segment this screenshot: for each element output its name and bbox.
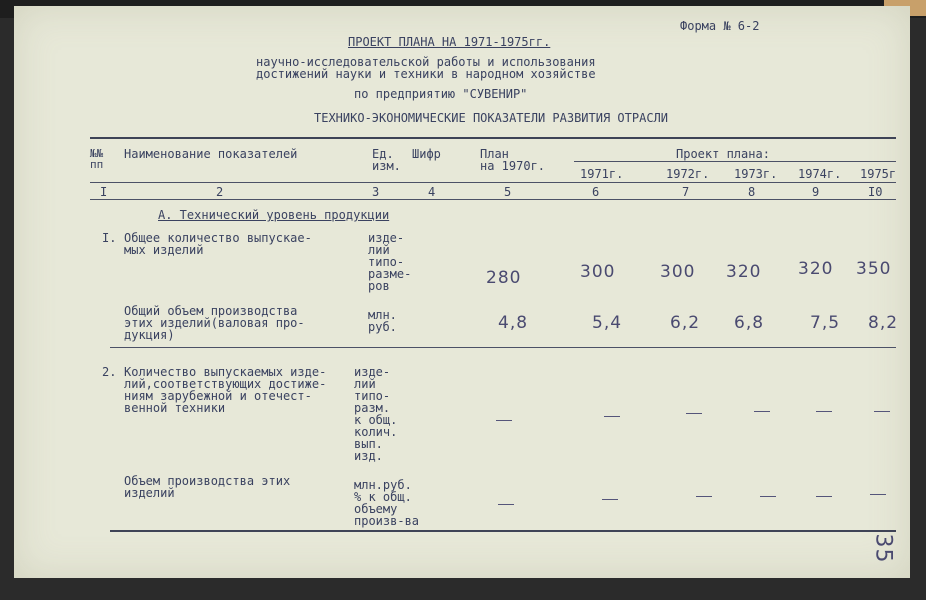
row2b-1974-dash — [816, 496, 832, 497]
header-name: Наименование показателей — [124, 147, 298, 161]
row1b-1971: 5,4 — [592, 313, 623, 333]
row2-name: Количество выпускаемых изде- лий,соответствующих достиже- ниям зарубежной и отечест- венной техники — [124, 365, 327, 415]
row2-1972-dash — [686, 413, 702, 414]
row1b-1973: 6,8 — [734, 313, 765, 333]
margin-mark: 35 — [870, 533, 896, 564]
header-year-1974: 1974г. — [798, 167, 842, 181]
row2b-unit: млн.руб. % к общ. объему произв-ва — [354, 478, 420, 528]
col-num-6: 6 — [592, 185, 600, 199]
row2b-name: Объем производства этих изделий — [124, 474, 291, 500]
header-plan-1970: План на 1970г. — [480, 147, 546, 173]
header-bottom-rule — [90, 182, 896, 183]
row1b-1972: 6,2 — [670, 313, 701, 333]
row1-1975: 350 — [856, 259, 892, 279]
row2-unit: изде- лий типо- разм. к общ. колич. вып. изд. — [354, 365, 398, 463]
row2b-plan-1970-dash — [498, 504, 514, 505]
row1-1973: 320 — [726, 262, 762, 282]
col-num-1: I — [100, 185, 108, 199]
row1-1972: 300 — [660, 262, 696, 282]
row1-plan-1970: 280 — [486, 268, 522, 288]
table-bottom-rule — [110, 530, 896, 532]
section-heading: ТЕХНИКО-ЭКОНОМИЧЕСКИЕ ПОКАЗАТЕЛИ РАЗВИТИЯ ОТРАСЛИ — [314, 111, 669, 125]
row1b-1975: 8,2 — [868, 313, 899, 333]
enterprise-line: по предприятию "СУВЕНИР" — [354, 87, 528, 101]
row2-1971-dash — [604, 416, 620, 417]
row2b-1971-dash — [602, 499, 618, 500]
row1b-plan-1970: 4,8 — [498, 313, 529, 333]
header-project: Проект плана: — [676, 147, 770, 161]
col-num-4: 4 — [428, 185, 436, 199]
row1b-1974: 7,5 — [810, 313, 841, 333]
header-year-1975: 1975г — [860, 167, 897, 181]
row2-1974-dash — [816, 411, 832, 412]
document-page — [14, 6, 910, 578]
header-project-rule — [574, 161, 896, 162]
header-year-1971: 1971г. — [580, 167, 624, 181]
row2b-1972-dash — [696, 496, 712, 497]
table-top-rule — [90, 137, 896, 139]
row1b-name: Общий объем производства этих изделий(валовая про- дукция) — [124, 304, 305, 342]
col-num-10: I0 — [868, 185, 883, 199]
row2-num: 2. — [102, 365, 117, 379]
header-code: Шифр — [412, 147, 441, 161]
col-num-2: 2 — [216, 185, 224, 199]
subtitle-line-2: достижений науки и техники в народном хозяйстве — [256, 67, 596, 81]
row1-name: Общее количество выпускае- мых изделий — [124, 231, 312, 257]
col-num-7: 7 — [682, 185, 690, 199]
form-label: Форма № 6-2 — [680, 19, 760, 33]
row1-1974: 320 — [798, 259, 834, 279]
col-num-3: 3 — [372, 185, 380, 199]
row1-unit: изде- лий типо- разме- ров — [368, 231, 412, 293]
document-title: ПРОЕКТ ПЛАНА НА 1971-1975гг. — [348, 35, 551, 49]
row1-1971: 300 — [580, 262, 616, 282]
col-num-5: 5 — [504, 185, 512, 199]
col-num-9: 9 — [812, 185, 820, 199]
subtitle-line-1: научно-исследовательской работы и использования — [256, 55, 596, 69]
col-num-8: 8 — [748, 185, 756, 199]
header-num: №№ пп — [90, 147, 104, 171]
row2b-1975-dash — [870, 494, 886, 495]
row2-1973-dash — [754, 411, 770, 412]
row1-bottom-rule — [110, 347, 896, 348]
row2-plan-1970-dash — [496, 420, 512, 421]
row2b-1973-dash — [760, 496, 776, 497]
row1-num: I. — [102, 231, 117, 245]
header-year-1972: 1972г. — [666, 167, 710, 181]
header-unit: Ед. изм. — [372, 147, 401, 173]
section-a-heading: А. Технический уровень продукции — [158, 208, 390, 222]
header-year-1973: 1973г. — [734, 167, 778, 181]
row2-1975-dash — [874, 411, 890, 412]
row1b-unit: млн. руб. — [368, 308, 397, 334]
col-numbers-rule — [90, 199, 896, 200]
